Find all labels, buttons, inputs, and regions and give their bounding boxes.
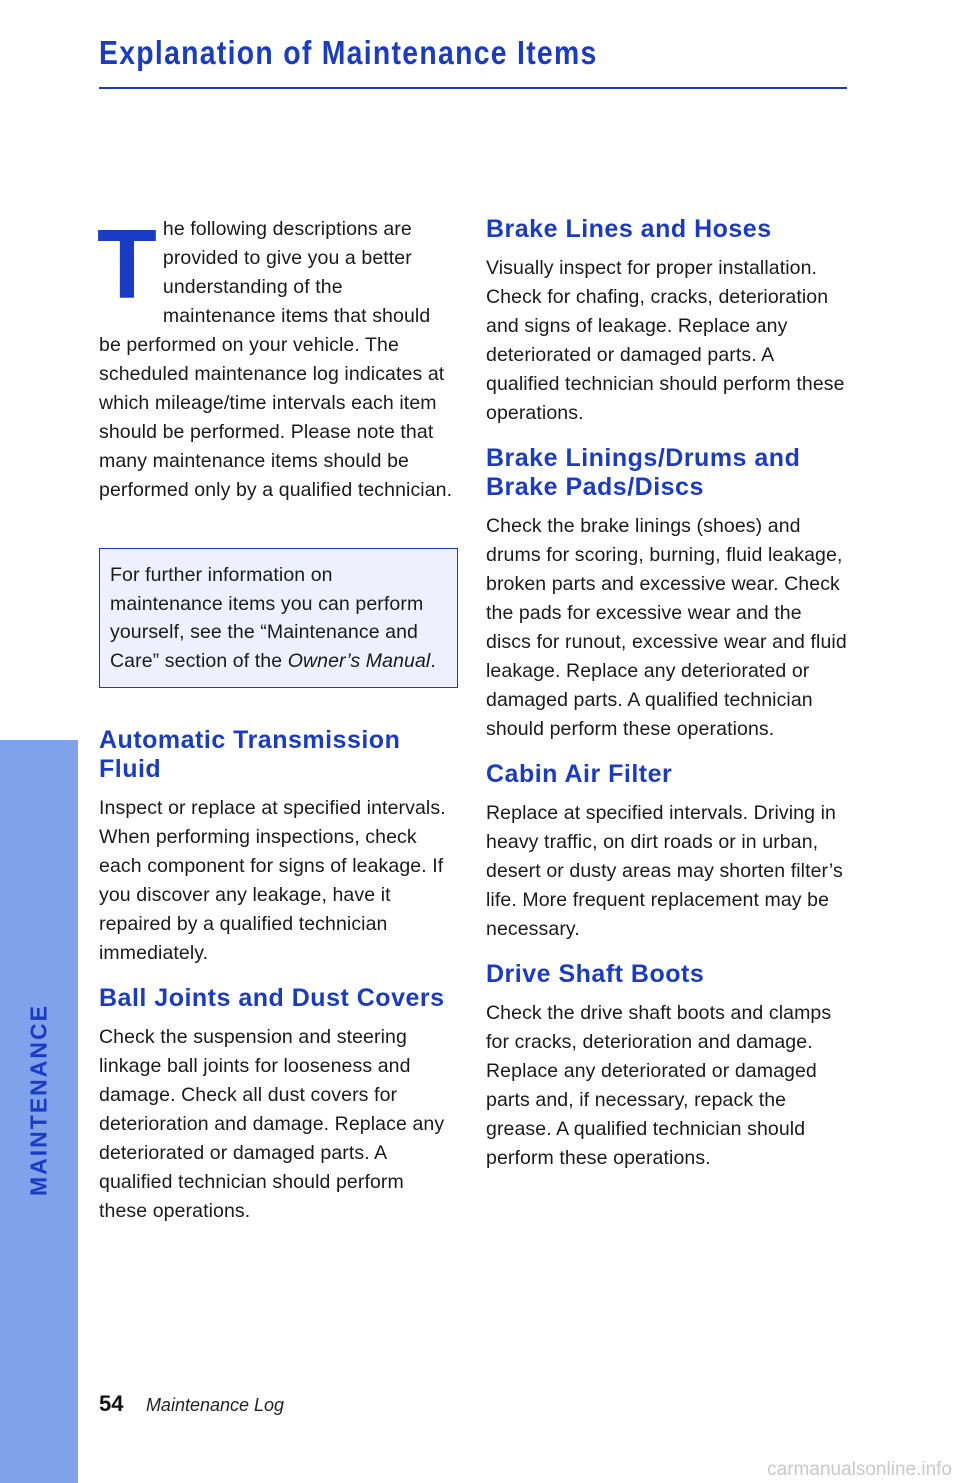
section-body: Check the suspension and steering linkage ball joints for looseness and damage. Check all dust covers for deterioration and damage. Replace any deteriorated or damaged parts. A qualified technician should perform these operations. — [99, 1026, 445, 1222]
section-heading: Drive Shaft Boots — [486, 960, 705, 988]
section-body: Replace at specified intervals. Driving in heavy traffic, on dirt roads or in urban, desert or dusty areas may shorten filter’s life. More frequent replacement may be necessary. — [486, 802, 843, 940]
note-box — [99, 548, 458, 688]
page-title: Explanation of Maintenance Items — [99, 34, 598, 71]
section-cabin-air-filter — [486, 760, 848, 944]
watermark: carmanualsonline.info — [767, 1459, 952, 1480]
sidebar-label: MAINTENANCE — [25, 1004, 52, 1196]
section-drive-shaft-boots — [486, 960, 848, 1173]
note-end: . — [430, 649, 436, 672]
title-divider — [99, 87, 847, 89]
section-heading: Automatic Transmission Fluid — [99, 726, 401, 783]
section-body: Check the brake linings (shoes) and drums for scoring, burning, fluid leakage, broken parts and excessive wear. Check the pads for excessive wear and the discs for runout, excessive wear and fluid leakage. Replace any deteriorated or damaged parts. A qualified technician should perform these operations. — [486, 515, 847, 740]
intro-text: he following descriptions are provided to give you a better understanding of the maintenance items that should be performed on your vehicle. The scheduled maintenance log indicates at which mileage/time intervals each item should be performed. Please note that many maintenance items should be performed only by a qualified technician. — [99, 218, 453, 501]
section-heading: Brake Linings/Drums and Brake Pads/Discs — [486, 444, 801, 501]
owners-manual-reference: Owner’s Manual — [287, 649, 431, 672]
left-column — [97, 209, 457, 1242]
section-heading: Cabin Air Filter — [486, 760, 673, 788]
section-brake-lines — [486, 215, 848, 428]
section-heading: Ball Joints and Dust Covers — [99, 984, 445, 1012]
drop-cap: T — [97, 209, 157, 319]
section-automatic-transmission-fluid — [99, 726, 457, 968]
section-body: Visually inspect for proper installation. Check for chafing, cracks, deterioration and signs of leakage. Replace any deteriorated or damaged parts. A qualified technician should perform these operations. — [486, 257, 845, 424]
note-text-main: For further information on maintenance items you can perform yourself, see the “Maintenance and Care” section of the — [110, 564, 424, 672]
intro-paragraph — [97, 209, 457, 505]
section-body: Check the drive shaft boots and clamps for cracks, deterioration and damage. Replace any deteriorated or damaged parts and, if necessary, repack the grease. A qualified technician should perform these operations. — [486, 1002, 832, 1169]
right-column — [486, 215, 848, 1189]
section-brake-linings — [486, 444, 848, 744]
note-text — [110, 561, 449, 675]
section-heading: Brake Lines and Hoses — [486, 215, 772, 243]
section-ball-joints — [99, 984, 457, 1226]
footer — [99, 1391, 284, 1417]
footer-label: Maintenance Log — [145, 1395, 285, 1415]
page-number: 54 — [99, 1391, 124, 1416]
section-body: Inspect or replace at specified intervals. When performing inspections, check each component for signs of leakage. If you discover any leakage, have it repaired by a qualified technician immediately. — [99, 797, 446, 964]
